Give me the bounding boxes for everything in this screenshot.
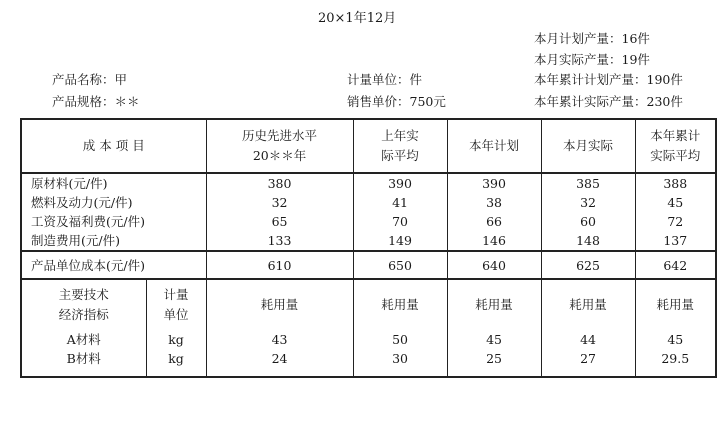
consumption-header: 耗用量	[353, 279, 447, 330]
consumption-header: 耗用量	[206, 279, 353, 330]
cell: 380	[206, 173, 353, 193]
cell: 610	[206, 251, 353, 279]
cell: 133	[206, 231, 353, 251]
col-month: 本月实际	[541, 119, 635, 173]
table-bottom	[21, 368, 716, 377]
cell: 25	[447, 349, 541, 368]
cell: 41	[353, 193, 447, 212]
row-label: 产品单位成本(元/件)	[21, 251, 206, 279]
cell: 43	[206, 330, 353, 349]
cell: 72	[635, 212, 716, 231]
cell: 65	[206, 212, 353, 231]
row-label: 制造费用(元/件)	[21, 231, 206, 251]
report-date: 20×1年12月	[318, 11, 397, 26]
cell: kg	[146, 349, 206, 368]
material-row	[21, 330, 716, 349]
cell: 29.5	[635, 349, 716, 368]
cell: 146	[447, 231, 541, 251]
table-row	[21, 173, 716, 193]
consumption-header: 耗用量	[635, 279, 716, 330]
row-label: 工资及福利费(元/件)	[21, 212, 206, 231]
indicators-label: 主要技术 经济指标	[21, 279, 146, 330]
cell: 148	[541, 231, 635, 251]
table-row	[21, 193, 716, 212]
cell: 385	[541, 173, 635, 193]
cell: 32	[206, 193, 353, 212]
cell: kg	[146, 330, 206, 349]
row-label: 原材料(元/件)	[21, 173, 206, 193]
cell: 137	[635, 231, 716, 251]
cell: 38	[447, 193, 541, 212]
cell: 625	[541, 251, 635, 279]
measure-unit: 计量单位：件	[347, 72, 423, 87]
consumption-header: 耗用量	[541, 279, 635, 330]
cell: 70	[353, 212, 447, 231]
col-history: 历史先进水平 20＊＊年	[206, 119, 353, 173]
cell: 390	[353, 173, 447, 193]
cell: 27	[541, 349, 635, 368]
cost-table	[20, 118, 717, 378]
cell: 66	[447, 212, 541, 231]
cell: 60	[541, 212, 635, 231]
col-ytd: 本年累计 实际平均	[635, 119, 716, 173]
col-last-year: 上年实 际平均	[353, 119, 447, 173]
cell: 640	[447, 251, 541, 279]
consumption-header: 耗用量	[447, 279, 541, 330]
cell: 30	[353, 349, 447, 368]
cell: 45	[635, 330, 716, 349]
actual-output: 本月实际产量：19件	[534, 52, 650, 67]
header-row	[21, 119, 716, 173]
cell: 32	[541, 193, 635, 212]
product-spec: 产品规格：＊＊	[52, 94, 140, 109]
ytd-actual-output: 本年累计实际产量：230件	[534, 94, 683, 109]
unit-cost-row	[21, 251, 716, 279]
cell: 149	[353, 231, 447, 251]
plan-output: 本月计划产量：16件	[534, 31, 650, 46]
cell: 388	[635, 173, 716, 193]
cell: 650	[353, 251, 447, 279]
cell: 50	[353, 330, 447, 349]
row-label: B材料	[21, 349, 146, 368]
cell: 642	[635, 251, 716, 279]
row-label: 燃料及动力(元/件)	[21, 193, 206, 212]
cell: 45	[635, 193, 716, 212]
cell: 44	[541, 330, 635, 349]
col-plan: 本年计划	[447, 119, 541, 173]
table-row	[21, 231, 716, 251]
cell: 24	[206, 349, 353, 368]
indicators-header-row	[21, 279, 716, 330]
product-name: 产品名称：甲	[52, 72, 128, 87]
cell: 45	[447, 330, 541, 349]
material-row	[21, 349, 716, 368]
ytd-plan-output: 本年累计计划产量：190件	[534, 72, 683, 87]
indicators-unit: 计量 单位	[146, 279, 206, 330]
col-item: 成 本 项 目	[21, 119, 206, 173]
sale-price: 销售单价：750元	[347, 94, 446, 109]
row-label: A材料	[21, 330, 146, 349]
table-row	[21, 212, 716, 231]
cell: 390	[447, 173, 541, 193]
